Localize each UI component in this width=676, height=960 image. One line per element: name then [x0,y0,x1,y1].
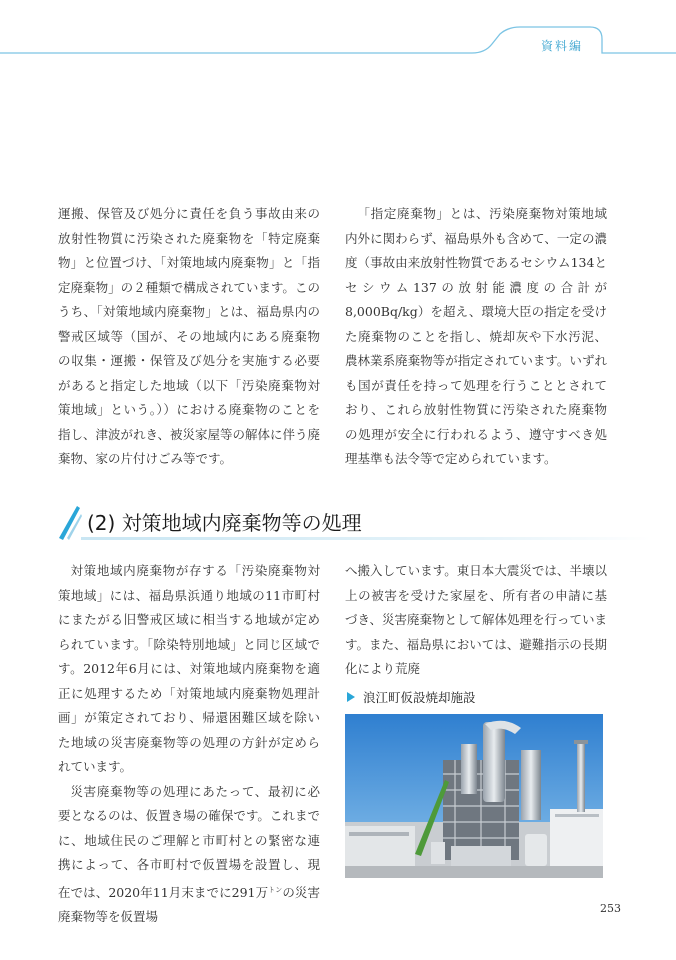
page-number: 253 [600,902,621,915]
incineration-facility-photo [345,714,603,878]
section-heading [55,500,615,540]
section-tag: 資料編 [540,39,583,53]
top-right-column [345,202,607,472]
paragraph-2-end: の災害廃棄物等を仮置場 [58,884,320,925]
bottom-left-column [58,559,320,930]
section-heading-text: (2) 対策地域内廃棄物等の処理 [87,511,362,535]
top-left-paragraph: 運搬、保管及び処分に責任を負う事故由来の放射性物質に汚染された廃棄物を「特定廃棄物」と位置づけ、「対策地域内廃棄物」と「指定廃棄物」の２種類で構成されています。このうち、「対策地域内廃棄物」とは、福島県内の警戒区域等（国が、その地域内にある廃棄物の収集・運搬・保管及び処分を実施する必要があると指定した地域（以下「汚染廃棄物対策地域」という。））における廃棄物のことを指し、津波がれき、被災家屋等の解体に伴う廃棄物、家の片付けごみ等です。 [58,206,321,466]
slash-accent-icon [55,500,85,540]
unit-superscript: トン [268,885,283,894]
bottom-left-paragraph-1: 対策地域内廃棄物が存する「汚染廃棄物対策地域」には、福島県浜通り地域の11市町村にまたがる旧警戒区域に相当する地域が定められています。「除染特別地域」と同じ区域です。2012年6月には、対策地域内廃棄物を適正に処理するため「対策地域内廃棄物処理計画」が策定されており、帰還困難区域を除いた地域の災害廃棄物等の処理の方針が定められています。 [58,563,320,774]
bottom-right-paragraph: へ搬入しています。東日本大震災では、半壊以上の被害を受けた家屋を、所有者の申請に基づき、災害廃棄物として解体処理を行っています。また、福島県においては、避難指示の長期化により荒廃 [345,563,608,676]
photo-caption [347,688,476,706]
paragraph-2-start: 災害廃棄物等の処理にあたって、最初に必要となるのは、仮置き場の確保です。これまでに、地域住民のご理解と市町村との緊密な連携によって、各市町村で仮置場を設置し、現在では、2020年11月末までに291万 [58,783,320,900]
heading-underline [81,537,651,540]
photo-caption-text: 浪江町仮設焼却施設 [363,690,476,705]
play-arrow-icon [347,692,355,702]
bottom-left-paragraph-2 [58,780,320,930]
top-right-paragraph: 「指定廃棄物」とは、汚染廃棄物対策地域内外に関わらず、福島県外も含めて、一定の濃度（事故由来放射性物質であるセシウム134とセシウム137の放射能濃度の合計が8,000Bq/kg）を超え、環境大臣の指定を受けた廃棄物のことを指し、焼却灰や下水汚泥、農林業系廃棄物等が指定されています。いずれも国が責任を持って処理を行うこととされており、これら放射性物質に汚染された廃棄物の処理が安全に行われるよう、遵守すべき処理基準も法令等で定められています。 [345,206,607,466]
top-left-column [58,202,320,472]
bottom-right-column [345,559,607,682]
